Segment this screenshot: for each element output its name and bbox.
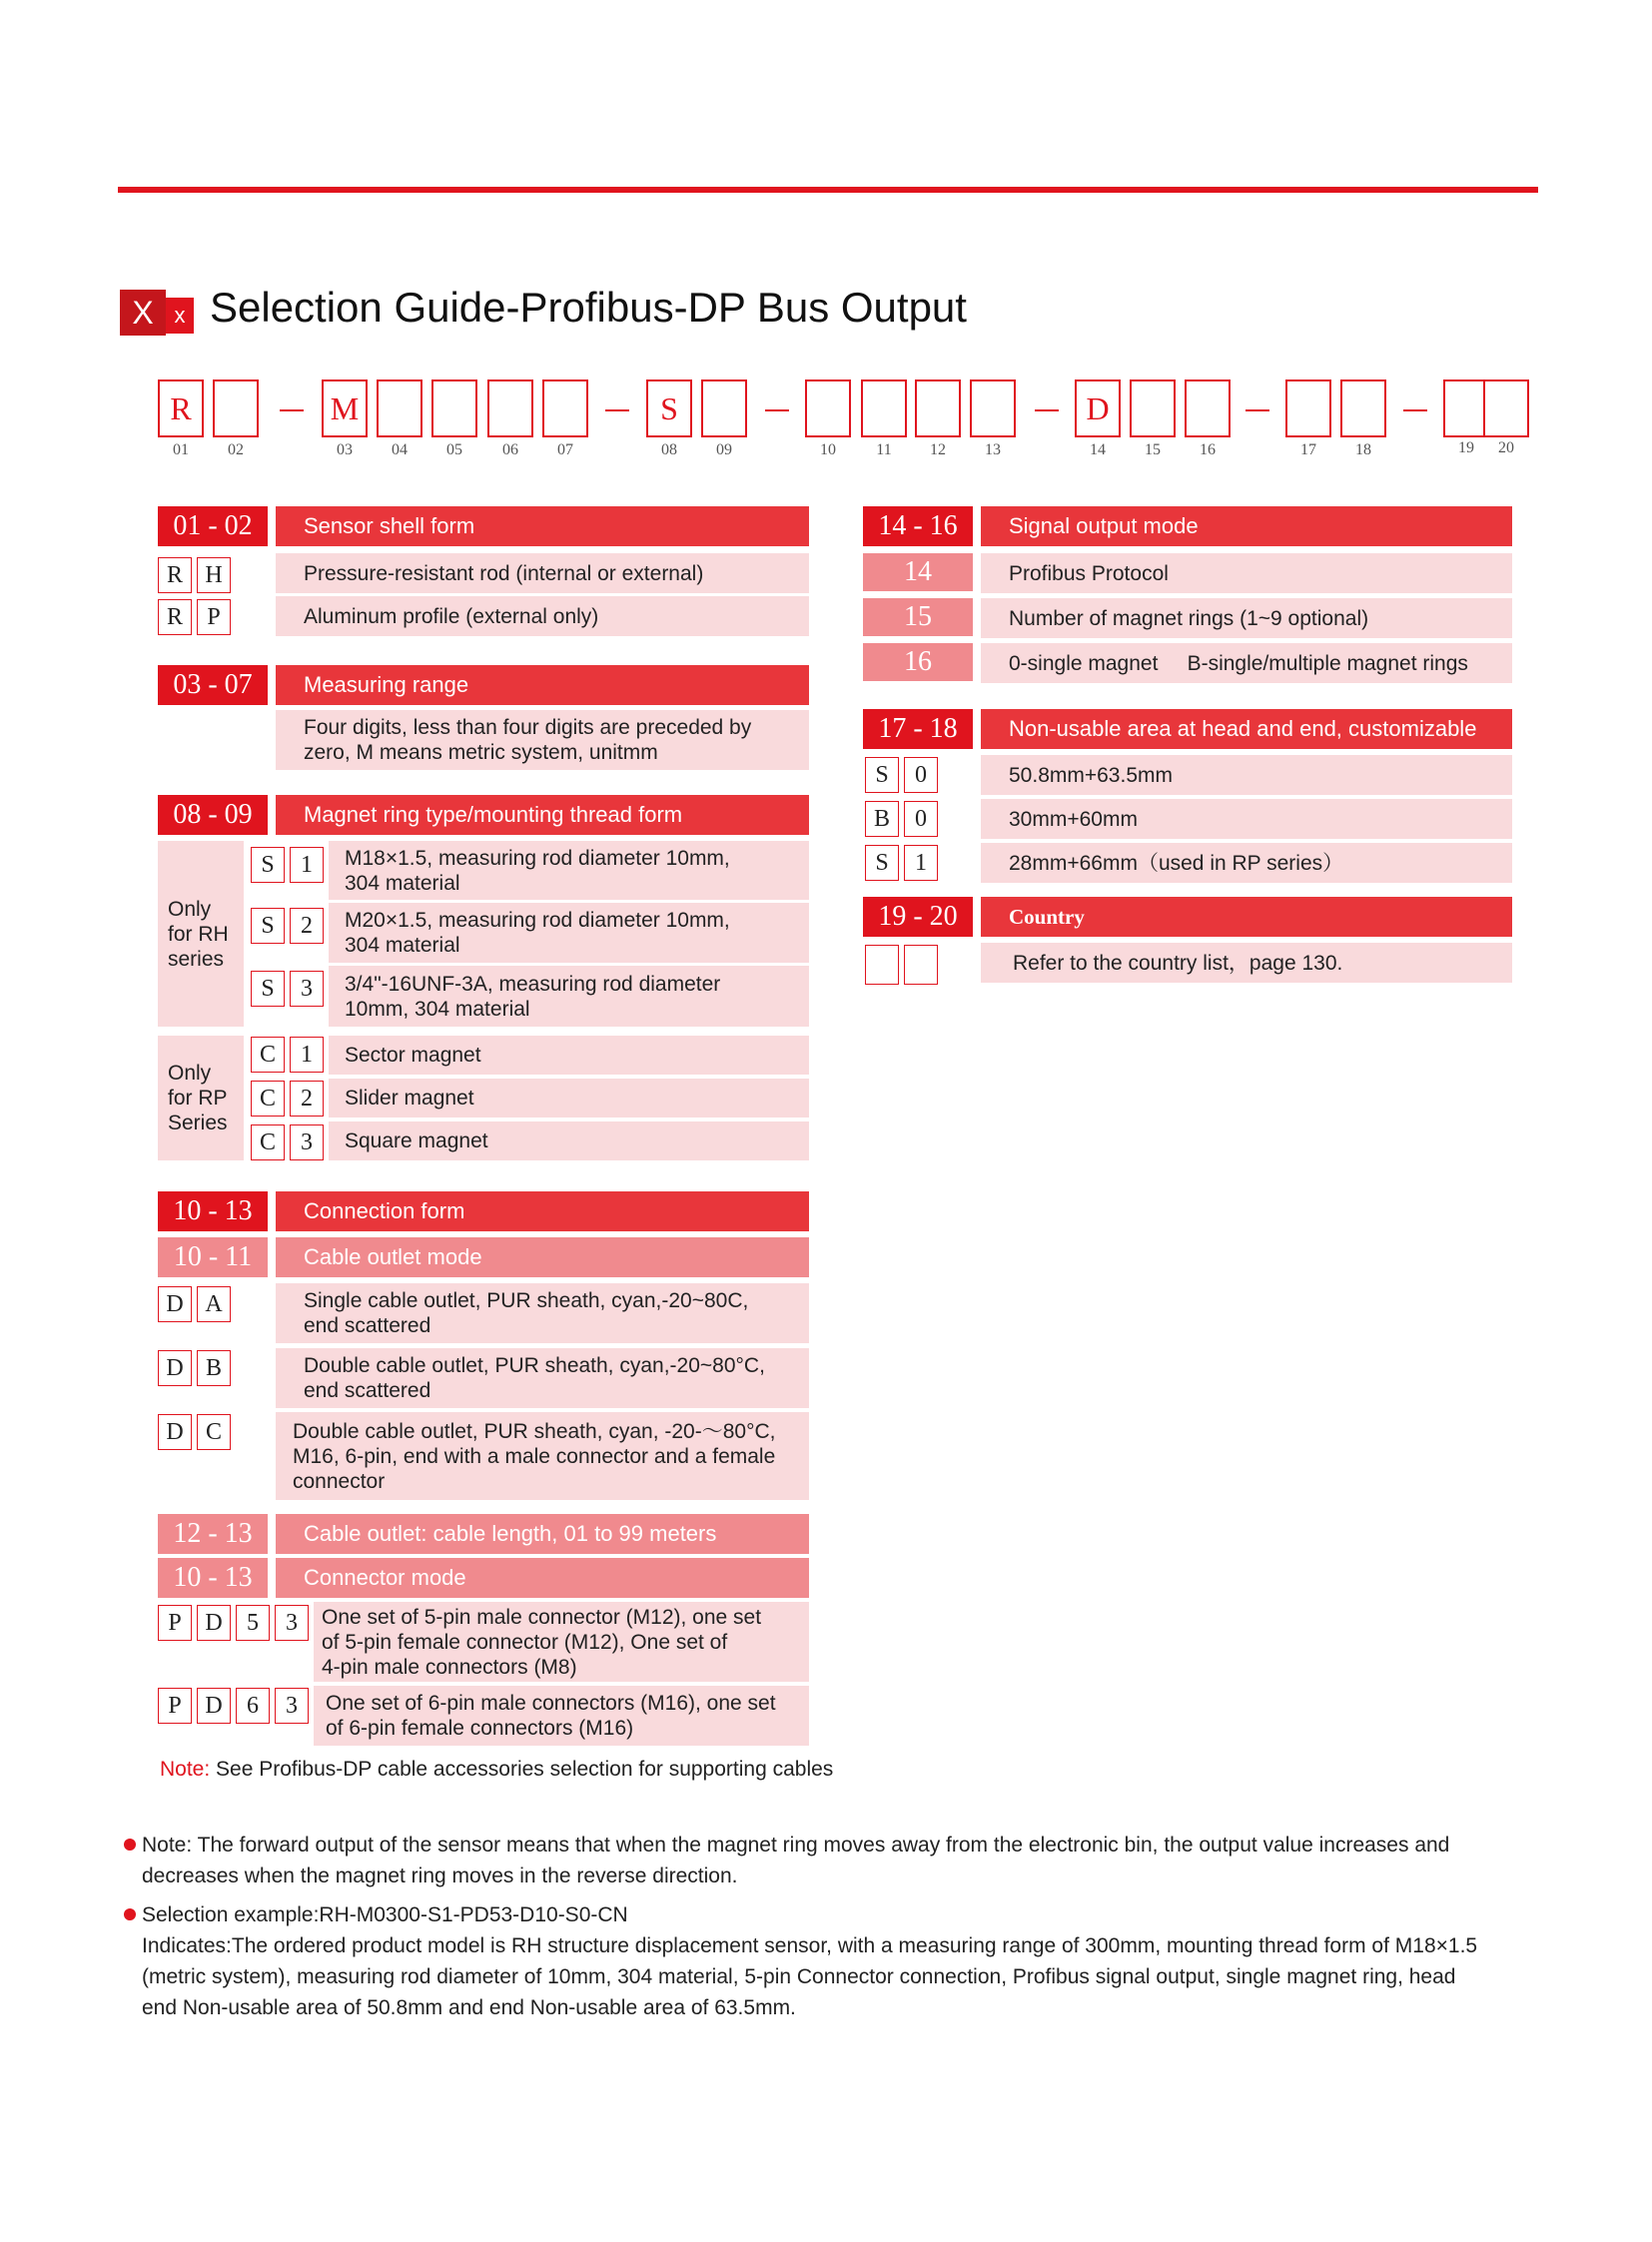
code-slot-number: 10 xyxy=(820,441,836,458)
bullet-icon xyxy=(124,1839,136,1851)
code-slot-number: 03 xyxy=(337,441,353,458)
code-box: D xyxy=(158,1350,192,1386)
label-text: Series xyxy=(168,1112,228,1134)
code-box: C xyxy=(251,1037,285,1073)
code-slot-number: 18 xyxy=(1355,441,1371,458)
code-box xyxy=(865,945,899,985)
option-text: M16, 6-pin, end with a male connector and a female xyxy=(293,1444,776,1468)
option-row xyxy=(329,966,809,1027)
code-box: 3 xyxy=(290,971,324,1007)
code-box xyxy=(904,945,938,985)
option-row xyxy=(981,943,1512,983)
code-box: S xyxy=(865,757,899,793)
code-slot-8: S xyxy=(646,379,692,437)
code-slot-20 xyxy=(1483,379,1529,437)
code-slot-14: D xyxy=(1075,379,1121,437)
section-code: 08 - 09 xyxy=(158,795,268,835)
section-code: 14 - 16 xyxy=(863,506,973,546)
code-slot-number: 04 xyxy=(392,441,408,458)
section-code: 03 - 07 xyxy=(158,665,268,705)
section-code: 10 - 13 xyxy=(158,1191,268,1231)
option-text: 4-pin male connectors (M8) xyxy=(322,1655,577,1679)
code-box: A xyxy=(197,1286,231,1322)
option-text: 10mm, 304 material xyxy=(345,997,530,1021)
option-text: 3/4"-16UNF-3A, measuring rod diameter xyxy=(345,972,721,996)
code-box: 1 xyxy=(290,847,324,883)
option-row xyxy=(276,1283,809,1343)
option-text: Single cable outlet, PUR sheath, cyan,-20~80C, xyxy=(304,1289,749,1312)
section-title: Sensor shell form xyxy=(276,506,809,546)
section-title: Non-usable area at head and end, customizable xyxy=(981,709,1512,749)
code-separator xyxy=(1035,409,1059,411)
option-row xyxy=(276,1348,809,1408)
note-line: end Non-usable area of 50.8mm and end Non-usable area of 63.5mm. xyxy=(142,1996,796,2019)
code-box: D xyxy=(197,1688,231,1724)
code-slot-6 xyxy=(487,379,533,437)
code-box: 0 xyxy=(904,801,938,837)
option-text: connector xyxy=(293,1469,386,1493)
section-code: 10 - 13 xyxy=(158,1558,268,1598)
code-slot-number: 17 xyxy=(1300,441,1316,458)
code-slot-2 xyxy=(213,379,259,437)
code-box: 3 xyxy=(275,1688,309,1724)
code-box: P xyxy=(197,599,231,635)
code-separator xyxy=(1245,409,1269,411)
code-slot-5 xyxy=(431,379,477,437)
note-label: Note: xyxy=(160,1758,211,1781)
option-text: zero, M means metric system, unitmm xyxy=(304,741,658,764)
option-text: of 5-pin female connector (M12), One set of xyxy=(322,1630,728,1654)
option-text: 30mm+60mm xyxy=(1009,807,1138,831)
option-text: 0-single magnet B-single/multiple magnet rings xyxy=(1009,651,1468,675)
option-row xyxy=(981,553,1512,593)
section-title: Cable outlet: cable length, 01 to 99 meters xyxy=(276,1514,809,1554)
code-slot-7 xyxy=(542,379,588,437)
label-text: Only xyxy=(168,1062,212,1085)
code-box: C xyxy=(251,1081,285,1117)
code-slot-number: 02 xyxy=(228,441,244,458)
section-title: Signal output mode xyxy=(981,506,1512,546)
code-slot-12 xyxy=(915,379,961,437)
note-line: Indicates:The ordered product model is RH structure displacement sensor, with a measuring range of 300mm, mounting thread form of M18×1.5 xyxy=(142,1934,1478,1957)
page-title: Selection Guide-Profibus-DP Bus Output xyxy=(210,284,967,331)
label-text: for RP xyxy=(168,1087,228,1110)
code-slot-11 xyxy=(861,379,907,437)
option-text: Pressure-resistant rod (internal or external) xyxy=(304,561,704,585)
code-separator xyxy=(605,409,629,411)
option-row xyxy=(981,843,1512,883)
section-code: 01 - 02 xyxy=(158,506,268,546)
code-box: 1 xyxy=(290,1037,324,1073)
option-row xyxy=(329,1121,809,1160)
section-icon: X xyxy=(120,290,166,336)
code-box: D xyxy=(158,1286,192,1322)
option-row xyxy=(981,598,1512,638)
option-text: Slider magnet xyxy=(345,1087,474,1110)
code-box: 5 xyxy=(236,1605,270,1641)
note-line: (metric system), measuring rod diameter of 10mm, 304 material, 5-pin Connector connection, Profibus signal output, single magnet ring, head xyxy=(142,1965,1456,1988)
code-box: D xyxy=(197,1605,231,1641)
option-text: Aluminum profile (external only) xyxy=(304,604,599,628)
section-icon-small: x xyxy=(166,298,194,334)
option-text: M20×1.5, measuring rod diameter 10mm, xyxy=(345,909,730,932)
code-box: S xyxy=(251,847,285,883)
section-title: Magnet ring type/mounting thread form xyxy=(276,795,809,835)
code-slot-number: 05 xyxy=(446,441,462,458)
option-text: 50.8mm+63.5mm xyxy=(1009,763,1173,787)
option-row xyxy=(276,710,809,770)
option-text: Double cable outlet, PUR sheath, cyan,-20~80°C, xyxy=(304,1354,765,1377)
position-number: 14 xyxy=(863,553,973,591)
code-slot-number: 09 xyxy=(716,441,732,458)
code-slot-number: 20 xyxy=(1498,439,1514,456)
code-slot-17 xyxy=(1285,379,1331,437)
code-slot-1: R xyxy=(158,379,204,437)
code-slot-15 xyxy=(1130,379,1176,437)
code-slot-number: 16 xyxy=(1200,441,1216,458)
code-separator xyxy=(1403,409,1427,411)
code-slot-number: 08 xyxy=(661,441,677,458)
option-row xyxy=(329,1079,809,1118)
forward-output-note xyxy=(124,1830,1542,1891)
option-row xyxy=(329,903,809,963)
rh-series-label xyxy=(158,841,244,1027)
label-text: Only xyxy=(168,897,212,921)
option-text: 28mm+66mm（used in RP series） xyxy=(1009,851,1344,875)
code-separator xyxy=(280,409,304,411)
code-slot-13 xyxy=(970,379,1016,437)
option-row xyxy=(314,1686,809,1746)
code-box: R xyxy=(158,557,192,593)
code-slot-3: M xyxy=(322,379,368,437)
label-text: for RH xyxy=(168,922,229,946)
code-slot-9 xyxy=(701,379,747,437)
code-box: S xyxy=(251,908,285,944)
code-box: H xyxy=(197,557,231,593)
section-title: Cable outlet mode xyxy=(276,1237,809,1277)
section-code: 12 - 13 xyxy=(158,1514,268,1554)
rp-series-label xyxy=(158,1036,244,1160)
code-box: C xyxy=(251,1124,285,1160)
bullet-icon xyxy=(124,1908,136,1920)
option-row xyxy=(981,799,1512,839)
code-slot-number: 13 xyxy=(985,441,1001,458)
option-text: One set of 5-pin male connector (M12), one set xyxy=(322,1605,762,1629)
option-row xyxy=(276,1412,809,1500)
cable-note xyxy=(160,1756,833,1784)
code-box: C xyxy=(197,1414,231,1450)
code-box: 3 xyxy=(275,1605,309,1641)
code-box: 3 xyxy=(290,1124,324,1160)
option-text: 304 material xyxy=(345,934,460,957)
note-line: Note: The forward output of the sensor means that when the magnet ring moves away from the electronic bin, the output value increases and xyxy=(142,1834,1450,1857)
code-slot-number: 07 xyxy=(557,441,573,458)
code-box: S xyxy=(865,845,899,881)
code-slot-number: 15 xyxy=(1145,441,1161,458)
option-text: 304 material xyxy=(345,871,460,895)
section-title: Country xyxy=(981,897,1512,937)
option-text: Refer to the country list，page 130. xyxy=(1013,951,1343,975)
code-slot-18 xyxy=(1340,379,1386,437)
option-text: One set of 6-pin male connectors (M16), one set xyxy=(326,1692,776,1715)
option-text: M18×1.5, measuring rod diameter 10mm, xyxy=(345,846,730,870)
code-box: B xyxy=(865,801,899,837)
code-slot-4 xyxy=(377,379,422,437)
code-box: 0 xyxy=(904,757,938,793)
code-box: 6 xyxy=(236,1688,270,1724)
code-slot-number: 11 xyxy=(876,441,892,458)
code-box: S xyxy=(251,971,285,1007)
code-slot-10 xyxy=(805,379,851,437)
option-row xyxy=(314,1602,809,1682)
code-box: B xyxy=(197,1350,231,1386)
code-slot-number: 19 xyxy=(1458,439,1474,456)
code-box: R xyxy=(158,599,192,635)
note-line: Selection example:RH-M0300-S1-PD53-D10-S0-CN xyxy=(142,1903,628,1926)
option-text: Double cable outlet, PUR sheath, cyan, -20-～80°C, xyxy=(293,1419,776,1443)
option-row xyxy=(276,596,809,636)
option-text: end scattered xyxy=(304,1379,431,1402)
option-row xyxy=(276,553,809,593)
option-row xyxy=(329,841,809,900)
code-slot-number: 12 xyxy=(930,441,946,458)
section-title: Connection form xyxy=(276,1191,809,1231)
option-text: of 6-pin female connectors (M16) xyxy=(326,1717,634,1740)
code-box: 2 xyxy=(290,1081,324,1117)
section-code: 10 - 11 xyxy=(158,1237,268,1277)
position-number: 16 xyxy=(863,643,973,681)
note-line: decreases when the magnet ring moves in the reverse direction. xyxy=(142,1865,738,1887)
note-text: See Profibus-DP cable accessories selection for supporting cables xyxy=(210,1758,834,1781)
code-slot-number: 01 xyxy=(173,441,189,458)
option-row xyxy=(981,643,1512,683)
option-text: end scattered xyxy=(304,1314,431,1337)
option-text: Number of magnet rings (1~9 optional) xyxy=(1009,606,1369,630)
option-text: Sector magnet xyxy=(345,1044,481,1067)
code-slot-number: 14 xyxy=(1090,441,1106,458)
position-number: 15 xyxy=(863,598,973,636)
section-title: Measuring range xyxy=(276,665,809,705)
option-row xyxy=(329,1036,809,1075)
code-separator xyxy=(765,409,789,411)
option-text: Four digits, less than four digits are preceded by xyxy=(304,716,752,739)
code-box: 1 xyxy=(904,845,938,881)
code-box: D xyxy=(158,1414,192,1450)
option-text: Profibus Protocol xyxy=(1009,561,1169,585)
code-box: 2 xyxy=(290,908,324,944)
code-box: P xyxy=(158,1688,192,1724)
code-slot-16 xyxy=(1185,379,1231,437)
code-box: P xyxy=(158,1605,192,1641)
code-slot-number: 06 xyxy=(502,441,518,458)
top-rule xyxy=(118,187,1538,193)
option-row xyxy=(981,755,1512,795)
option-text: Square magnet xyxy=(345,1129,488,1152)
section-code: 19 - 20 xyxy=(863,897,973,937)
section-title: Connector mode xyxy=(276,1558,809,1598)
selection-example xyxy=(124,1899,1542,2023)
section-code: 17 - 18 xyxy=(863,709,973,749)
label-text: series xyxy=(168,947,225,971)
